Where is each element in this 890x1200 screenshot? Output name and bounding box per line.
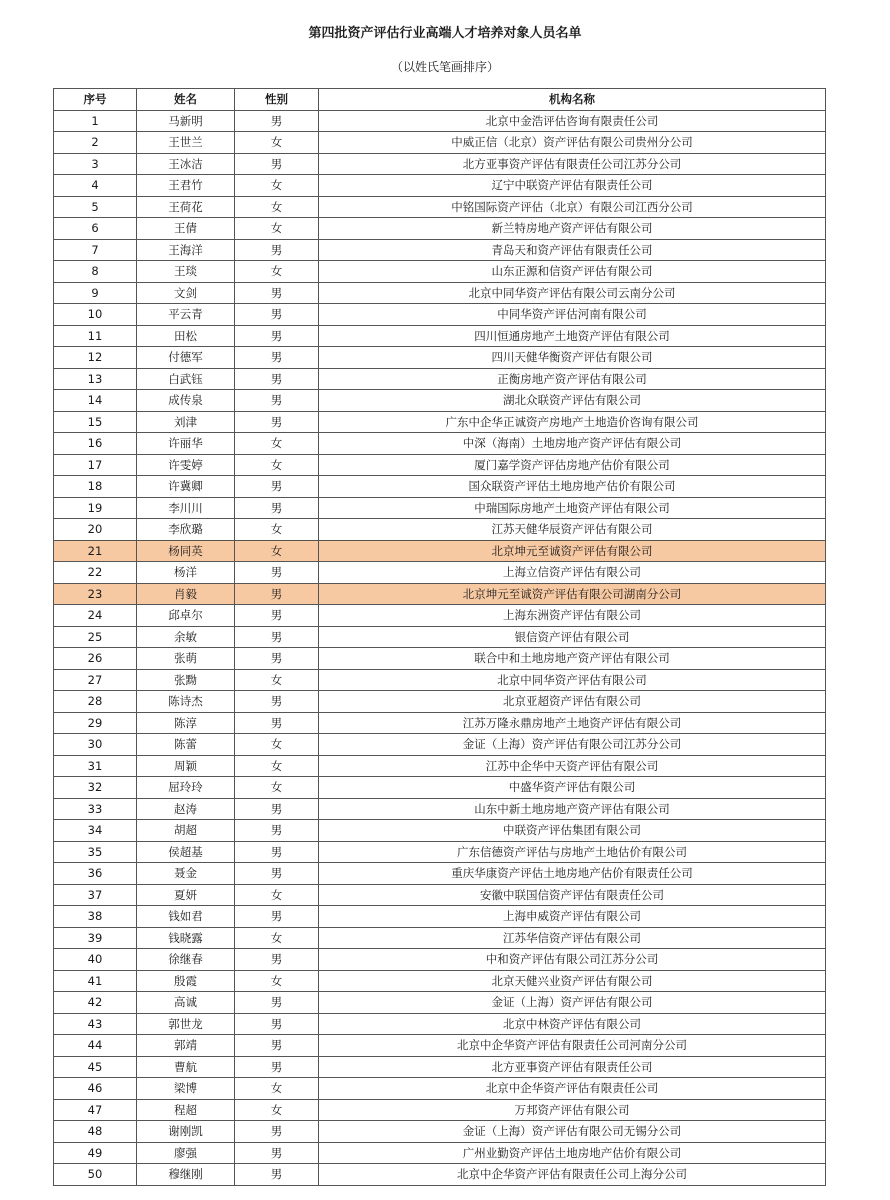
document-subtitle: （以姓氏笔画排序） (390, 60, 499, 74)
roster-table (53, 88, 826, 1186)
cell-gender: 女 (235, 132, 319, 154)
cell-organization: 正衡房地产资产评估有限公司 (319, 368, 826, 390)
cell-name: 王冰洁 (137, 153, 235, 175)
cell-name: 邱卓尔 (137, 605, 235, 627)
cell-name: 付德军 (137, 347, 235, 369)
cell-name: 梁博 (137, 1078, 235, 1100)
cell-gender: 男 (235, 583, 319, 605)
cell-serial-number: 41 (54, 970, 137, 992)
cell-organization: 山东中新土地房地产资产评估有限公司 (319, 798, 826, 820)
cell-serial-number: 43 (54, 1013, 137, 1035)
cell-serial-number: 39 (54, 927, 137, 949)
table-row (54, 1121, 826, 1143)
cell-gender: 男 (235, 1013, 319, 1035)
cell-serial-number: 18 (54, 476, 137, 498)
cell-organization: 金证（上海）资产评估有限公司无锡分公司 (319, 1121, 826, 1143)
table-row (54, 110, 826, 132)
cell-name: 刘津 (137, 411, 235, 433)
cell-gender: 女 (235, 454, 319, 476)
cell-name: 马新明 (137, 110, 235, 132)
table-row (54, 1164, 826, 1186)
table-row (54, 777, 826, 799)
cell-organization: 四川恒通房地产土地资产评估有限公司 (319, 325, 826, 347)
table-row (54, 1078, 826, 1100)
cell-organization: 中瑞国际房地产土地资产评估有限公司 (319, 497, 826, 519)
cell-organization: 新兰特房地产资产评估有限公司 (319, 218, 826, 240)
cell-organization: 中深（海南）土地房地产资产评估有限公司 (319, 433, 826, 455)
cell-gender: 男 (235, 1056, 319, 1078)
cell-name: 王海洋 (137, 239, 235, 261)
header-organization: 机构名称 (319, 89, 826, 111)
cell-gender: 女 (235, 755, 319, 777)
cell-gender: 男 (235, 1164, 319, 1186)
table-row (54, 755, 826, 777)
table-row (54, 433, 826, 455)
cell-serial-number: 37 (54, 884, 137, 906)
cell-gender: 男 (235, 820, 319, 842)
cell-gender: 女 (235, 884, 319, 906)
cell-serial-number: 17 (54, 454, 137, 476)
cell-gender: 男 (235, 325, 319, 347)
cell-name: 王世兰 (137, 132, 235, 154)
cell-name: 钱如君 (137, 906, 235, 928)
cell-name: 高诚 (137, 992, 235, 1014)
cell-name: 聂金 (137, 863, 235, 885)
cell-organization: 中铭国际资产评估（北京）有限公司江西分公司 (319, 196, 826, 218)
cell-name: 穆继刚 (137, 1164, 235, 1186)
cell-gender: 男 (235, 1142, 319, 1164)
cell-gender: 男 (235, 1035, 319, 1057)
cell-name: 张萌 (137, 648, 235, 670)
cell-organization: 北京中金浩评估咨询有限责任公司 (319, 110, 826, 132)
cell-gender: 男 (235, 282, 319, 304)
cell-organization: 联合中和土地房地产资产评估有限公司 (319, 648, 826, 670)
table-row (54, 927, 826, 949)
cell-serial-number: 22 (54, 562, 137, 584)
cell-organization: 江苏万隆永鼎房地产土地资产评估有限公司 (319, 712, 826, 734)
cell-organization: 北京坤元至诚资产评估有限公司 (319, 540, 826, 562)
header-row (54, 89, 826, 111)
cell-serial-number: 4 (54, 175, 137, 197)
cell-gender: 男 (235, 476, 319, 498)
cell-gender: 男 (235, 497, 319, 519)
cell-serial-number: 12 (54, 347, 137, 369)
cell-name: 徐继春 (137, 949, 235, 971)
cell-serial-number: 38 (54, 906, 137, 928)
cell-gender: 女 (235, 777, 319, 799)
cell-name: 周颖 (137, 755, 235, 777)
cell-gender: 女 (235, 540, 319, 562)
cell-serial-number: 40 (54, 949, 137, 971)
cell-name: 杨洋 (137, 562, 235, 584)
cell-gender: 女 (235, 519, 319, 541)
cell-gender: 男 (235, 992, 319, 1014)
cell-gender: 男 (235, 648, 319, 670)
cell-serial-number: 27 (54, 669, 137, 691)
cell-serial-number: 47 (54, 1099, 137, 1121)
cell-serial-number: 6 (54, 218, 137, 240)
table-row (54, 992, 826, 1014)
cell-organization: 北京中同华资产评估有限公司云南分公司 (319, 282, 826, 304)
cell-organization: 青岛天和资产评估有限责任公司 (319, 239, 826, 261)
cell-name: 张黝 (137, 669, 235, 691)
cell-organization: 江苏中企华中天资产评估有限公司 (319, 755, 826, 777)
cell-gender: 女 (235, 175, 319, 197)
cell-gender: 男 (235, 906, 319, 928)
cell-organization: 江苏华信资产评估有限公司 (319, 927, 826, 949)
cell-serial-number: 42 (54, 992, 137, 1014)
cell-name: 许雯婷 (137, 454, 235, 476)
cell-name: 成传泉 (137, 390, 235, 412)
cell-organization: 北京中企华资产评估有限责任公司 (319, 1078, 826, 1100)
cell-name: 陈淳 (137, 712, 235, 734)
cell-organization: 四川天健华衡资产评估有限公司 (319, 347, 826, 369)
cell-name: 郭靖 (137, 1035, 235, 1057)
cell-serial-number: 8 (54, 261, 137, 283)
cell-serial-number: 36 (54, 863, 137, 885)
cell-serial-number: 45 (54, 1056, 137, 1078)
cell-gender: 男 (235, 153, 319, 175)
table-row (54, 562, 826, 584)
cell-gender: 男 (235, 626, 319, 648)
cell-name: 胡超 (137, 820, 235, 842)
cell-name: 李川川 (137, 497, 235, 519)
cell-serial-number: 32 (54, 777, 137, 799)
cell-serial-number: 5 (54, 196, 137, 218)
cell-name: 夏妍 (137, 884, 235, 906)
cell-serial-number: 3 (54, 153, 137, 175)
cell-serial-number: 25 (54, 626, 137, 648)
table-row (54, 949, 826, 971)
cell-serial-number: 50 (54, 1164, 137, 1186)
cell-serial-number: 11 (54, 325, 137, 347)
table-row (54, 540, 826, 562)
table-row (54, 519, 826, 541)
cell-gender: 女 (235, 1078, 319, 1100)
header-gender: 性别 (235, 89, 319, 111)
table-row (54, 196, 826, 218)
cell-organization: 中盛华资产评估有限公司 (319, 777, 826, 799)
cell-serial-number: 16 (54, 433, 137, 455)
cell-gender: 男 (235, 949, 319, 971)
cell-name: 王君竹 (137, 175, 235, 197)
table-row (54, 648, 826, 670)
cell-organization: 北方亚事资产评估有限责任公司江苏分公司 (319, 153, 826, 175)
cell-organization: 上海东洲资产评估有限公司 (319, 605, 826, 627)
header-serial-number: 序号 (54, 89, 137, 111)
cell-serial-number: 14 (54, 390, 137, 412)
cell-gender: 男 (235, 368, 319, 390)
table-row (54, 734, 826, 756)
cell-name: 田松 (137, 325, 235, 347)
cell-name: 王倩 (137, 218, 235, 240)
table-row (54, 218, 826, 240)
cell-name: 钱晓露 (137, 927, 235, 949)
cell-serial-number: 1 (54, 110, 137, 132)
cell-gender: 男 (235, 562, 319, 584)
table-row (54, 132, 826, 154)
cell-organization: 北京中林资产评估有限公司 (319, 1013, 826, 1035)
table-body (54, 110, 826, 1185)
table-row (54, 304, 826, 326)
table-row (54, 691, 826, 713)
cell-organization: 国众联资产评估土地房地产估价有限公司 (319, 476, 826, 498)
cell-gender: 男 (235, 605, 319, 627)
cell-organization: 上海立信资产评估有限公司 (319, 562, 826, 584)
cell-gender: 男 (235, 841, 319, 863)
cell-name: 屈玲玲 (137, 777, 235, 799)
cell-organization: 金证（上海）资产评估有限公司江苏分公司 (319, 734, 826, 756)
cell-gender: 女 (235, 970, 319, 992)
cell-serial-number: 19 (54, 497, 137, 519)
cell-organization: 中同华资产评估河南有限公司 (319, 304, 826, 326)
cell-serial-number: 29 (54, 712, 137, 734)
cell-organization: 银信资产评估有限公司 (319, 626, 826, 648)
cell-serial-number: 2 (54, 132, 137, 154)
table-row (54, 497, 826, 519)
table-row (54, 368, 826, 390)
table-row (54, 1056, 826, 1078)
cell-gender: 女 (235, 433, 319, 455)
table-row (54, 605, 826, 627)
cell-gender: 女 (235, 196, 319, 218)
cell-organization: 北京天健兴业资产评估有限公司 (319, 970, 826, 992)
cell-gender: 男 (235, 798, 319, 820)
table-row (54, 669, 826, 691)
cell-name: 王琰 (137, 261, 235, 283)
cell-name: 廖强 (137, 1142, 235, 1164)
cell-gender: 男 (235, 239, 319, 261)
cell-name: 许冀卿 (137, 476, 235, 498)
cell-serial-number: 48 (54, 1121, 137, 1143)
cell-organization: 金证（上海）资产评估有限公司 (319, 992, 826, 1014)
cell-gender: 女 (235, 218, 319, 240)
cell-organization: 万邦资产评估有限公司 (319, 1099, 826, 1121)
cell-organization: 北京坤元至诚资产评估有限公司湖南分公司 (319, 583, 826, 605)
cell-organization: 中和资产评估有限公司江苏分公司 (319, 949, 826, 971)
cell-organization: 重庆华康资产评估土地房地产估价有限责任公司 (319, 863, 826, 885)
cell-name: 程超 (137, 1099, 235, 1121)
cell-serial-number: 49 (54, 1142, 137, 1164)
cell-serial-number: 46 (54, 1078, 137, 1100)
cell-serial-number: 34 (54, 820, 137, 842)
cell-organization: 中联资产评估集团有限公司 (319, 820, 826, 842)
table-row (54, 906, 826, 928)
cell-organization: 北京中企华资产评估有限责任公司河南分公司 (319, 1035, 826, 1057)
table-row (54, 798, 826, 820)
cell-name: 侯超基 (137, 841, 235, 863)
table-row (54, 884, 826, 906)
table-row (54, 626, 826, 648)
cell-gender: 男 (235, 304, 319, 326)
cell-gender: 男 (235, 110, 319, 132)
table-row (54, 282, 826, 304)
cell-organization: 山东正源和信资产评估有限公司 (319, 261, 826, 283)
cell-name: 王荷花 (137, 196, 235, 218)
table-row (54, 261, 826, 283)
cell-organization: 北京亚超资产评估有限公司 (319, 691, 826, 713)
cell-name: 杨同英 (137, 540, 235, 562)
cell-serial-number: 9 (54, 282, 137, 304)
cell-name: 陈蕾 (137, 734, 235, 756)
cell-organization: 厦门嘉学资产评估房地产估价有限公司 (319, 454, 826, 476)
cell-name: 肖毅 (137, 583, 235, 605)
cell-organization: 安徽中联国信资产评估有限责任公司 (319, 884, 826, 906)
cell-organization: 广东中企华正诚资产房地产土地造价咨询有限公司 (319, 411, 826, 433)
cell-organization: 广东信德资产评估与房地产土地估价有限公司 (319, 841, 826, 863)
cell-organization: 广州业勤资产评估土地房地产估价有限公司 (319, 1142, 826, 1164)
table-row (54, 411, 826, 433)
cell-gender: 男 (235, 691, 319, 713)
cell-gender: 男 (235, 1121, 319, 1143)
table-row (54, 476, 826, 498)
cell-serial-number: 44 (54, 1035, 137, 1057)
cell-name: 郭世龙 (137, 1013, 235, 1035)
table-row (54, 583, 826, 605)
cell-serial-number: 30 (54, 734, 137, 756)
table-row (54, 820, 826, 842)
cell-name: 殷霞 (137, 970, 235, 992)
cell-gender: 女 (235, 734, 319, 756)
cell-gender: 女 (235, 261, 319, 283)
table-row (54, 970, 826, 992)
table-header (54, 89, 826, 111)
table-row (54, 325, 826, 347)
cell-serial-number: 35 (54, 841, 137, 863)
table-row (54, 863, 826, 885)
header-name: 姓名 (137, 89, 235, 111)
cell-serial-number: 10 (54, 304, 137, 326)
table-row (54, 841, 826, 863)
cell-serial-number: 21 (54, 540, 137, 562)
document-title: 第四批资产评估行业高端人才培养对象人员名单 (308, 26, 582, 41)
cell-organization: 辽宁中联资产评估有限责任公司 (319, 175, 826, 197)
cell-name: 许丽华 (137, 433, 235, 455)
cell-organization: 湖北众联资产评估有限公司 (319, 390, 826, 412)
cell-name: 文剑 (137, 282, 235, 304)
cell-name: 平云青 (137, 304, 235, 326)
table-row (54, 1013, 826, 1035)
table-row (54, 454, 826, 476)
table-row (54, 1099, 826, 1121)
table-row (54, 1142, 826, 1164)
table-row (54, 175, 826, 197)
cell-organization: 北京中同华资产评估有限公司 (319, 669, 826, 691)
cell-serial-number: 23 (54, 583, 137, 605)
cell-serial-number: 33 (54, 798, 137, 820)
cell-gender: 男 (235, 347, 319, 369)
cell-name: 谢刚凯 (137, 1121, 235, 1143)
cell-organization: 北方亚事资产评估有限责任公司 (319, 1056, 826, 1078)
cell-name: 赵涛 (137, 798, 235, 820)
cell-organization: 上海申威资产评估有限公司 (319, 906, 826, 928)
cell-serial-number: 13 (54, 368, 137, 390)
table-row (54, 712, 826, 734)
cell-serial-number: 24 (54, 605, 137, 627)
cell-serial-number: 7 (54, 239, 137, 261)
cell-gender: 男 (235, 863, 319, 885)
cell-gender: 女 (235, 1099, 319, 1121)
cell-name: 白武钰 (137, 368, 235, 390)
cell-serial-number: 20 (54, 519, 137, 541)
cell-serial-number: 31 (54, 755, 137, 777)
cell-name: 余敏 (137, 626, 235, 648)
table-row (54, 153, 826, 175)
cell-organization: 北京中企华资产评估有限责任公司上海分公司 (319, 1164, 826, 1186)
cell-gender: 女 (235, 927, 319, 949)
cell-serial-number: 28 (54, 691, 137, 713)
cell-organization: 江苏天健华辰资产评估有限公司 (319, 519, 826, 541)
cell-gender: 男 (235, 712, 319, 734)
table-row (54, 1035, 826, 1057)
cell-gender: 女 (235, 669, 319, 691)
cell-gender: 男 (235, 390, 319, 412)
cell-organization: 中威正信（北京）资产评估有限公司贵州分公司 (319, 132, 826, 154)
cell-name: 陈诗杰 (137, 691, 235, 713)
table-row (54, 390, 826, 412)
cell-name: 曹航 (137, 1056, 235, 1078)
cell-name: 李欣璐 (137, 519, 235, 541)
cell-gender: 男 (235, 411, 319, 433)
table-row (54, 347, 826, 369)
table-row (54, 239, 826, 261)
cell-serial-number: 26 (54, 648, 137, 670)
cell-serial-number: 15 (54, 411, 137, 433)
